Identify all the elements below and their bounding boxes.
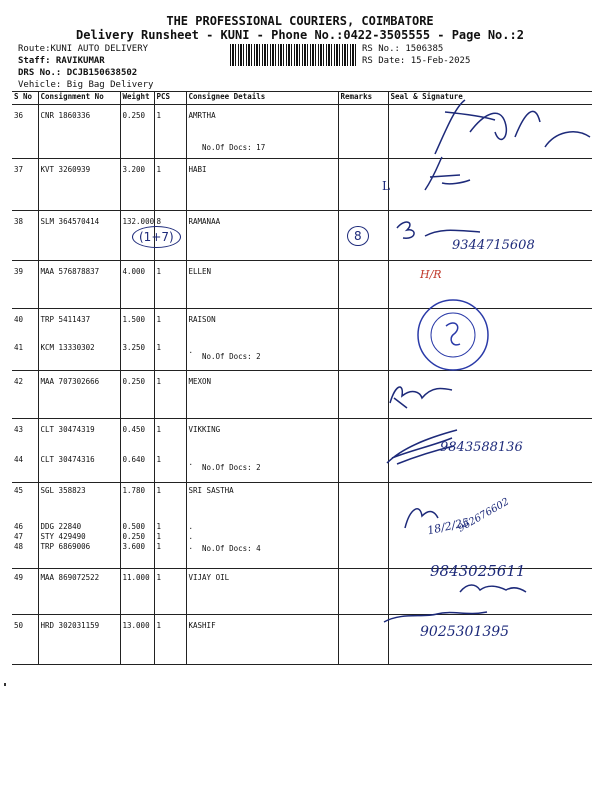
table-row: [12, 455, 592, 483]
cell-sno: 50: [12, 615, 38, 665]
cell-consignee: .: [186, 343, 338, 371]
cell-sno: 36: [12, 105, 38, 159]
cell-remarks: [338, 309, 388, 343]
cell-pcs: 1: [154, 542, 186, 569]
cell-remarks: [338, 522, 388, 532]
cell-consignment: STY 429490: [38, 532, 120, 542]
cell-pcs: 1: [154, 532, 186, 542]
pcs-handwritten-note: (1+7): [132, 226, 181, 248]
cell-consignment: TRP 5411437: [38, 309, 120, 343]
cell-sno: 44: [12, 455, 38, 483]
date-handwritten-45: 18/2/25: [426, 515, 471, 538]
cell-weight: 1.780: [120, 483, 154, 522]
signature-42: [382, 378, 472, 410]
cell-consignment: MAA 869072522: [38, 569, 120, 615]
cell-pcs: 1: [154, 569, 186, 615]
company-title: THE PROFESSIONAL COURIERS, COIMBATORE: [166, 14, 434, 28]
cell-consignment: SLM 364570414: [38, 211, 120, 261]
cell-consignee: ELLEN: [186, 261, 338, 309]
cell-weight: 4.000: [120, 261, 154, 309]
staff-line: Staff: RAVIKUMAR: [18, 56, 105, 66]
cell-sno: 43: [12, 419, 38, 455]
cell-pcs: 1: [154, 343, 186, 371]
phone-handwritten-50: 9025301395: [420, 624, 510, 640]
cell-consignee: AMRTHA: [186, 105, 338, 159]
cell-weight: 0.450: [120, 419, 154, 455]
table-row: [12, 522, 592, 532]
rs-number: RS No.: 1506385: [362, 44, 444, 54]
route-line: [18, 44, 148, 54]
cell-consignment: DDG 22840: [38, 522, 120, 532]
phone-handwritten-44: 9843588136: [440, 440, 523, 455]
cell-pcs: 1: [154, 522, 186, 532]
cell-consignment: MAA 707302666: [38, 371, 120, 419]
cell-consignee: VIJAY OIL: [186, 569, 338, 615]
cell-consignee: RAISON: [186, 309, 338, 343]
cell-pcs: 1: [154, 261, 186, 309]
cell-weight: 0.250: [120, 532, 154, 542]
cell-pcs: 1: [154, 105, 186, 159]
cell-pcs: 8: [154, 211, 186, 261]
rs-date: RS Date: 15-Feb-2025: [362, 56, 471, 66]
cell-remarks: [338, 419, 388, 455]
cell-consignee: VIKKING: [186, 419, 338, 455]
phone-handwritten-45: 962676602: [456, 496, 512, 535]
col-sno: S No: [12, 92, 38, 105]
cell-pcs: 1: [154, 615, 186, 665]
cell-consignee: .: [186, 455, 338, 483]
cell-weight: 11.000: [120, 569, 154, 615]
table-row: [12, 343, 592, 371]
route-value: KUNI AUTO DELIVERY: [50, 44, 149, 54]
cell-remarks: [338, 371, 388, 419]
cell-remarks: [338, 261, 388, 309]
cell-consignee: SRI SASTHA: [186, 483, 338, 522]
cell-weight: 3.200: [120, 159, 154, 211]
cell-remarks: [338, 105, 388, 159]
cell-remarks: [338, 483, 388, 522]
cell-consignee: KASHIF: [186, 615, 338, 665]
cell-pcs: 1: [154, 419, 186, 455]
company-seal-stamp: [416, 298, 490, 372]
cell-consignment: CLT 30474319: [38, 419, 120, 455]
cell-pcs: 1: [154, 455, 186, 483]
phone-handwritten-49: 9843025611: [430, 562, 526, 580]
cell-pcs: 1: [154, 371, 186, 419]
col-signature: Seal & Signature: [388, 92, 592, 105]
col-weight: Weight: [120, 92, 154, 105]
cell-sno: 45: [12, 483, 38, 522]
cell-remarks: [338, 615, 388, 665]
col-pcs: PCS: [154, 92, 186, 105]
cell-sno: 42: [12, 371, 38, 419]
cell-sno: 49: [12, 569, 38, 615]
remark-38-handwritten: 8: [347, 226, 369, 246]
phone-handwritten-38: 9344715608: [452, 238, 535, 253]
cell-consignee: .: [186, 542, 338, 569]
signature-37-mark: L: [382, 179, 390, 193]
cell-signature: [388, 532, 592, 542]
cell-consignment: HRD 302031159: [38, 615, 120, 665]
cell-weight: 13.000: [120, 615, 154, 665]
cell-weight: 0.250: [120, 371, 154, 419]
runsheet-subtitle: Delivery Runsheet - KUNI - Phone No.:0422-3505555 - Page No.:2: [76, 28, 524, 42]
drs-number: DRS No.: DCJB150638502: [18, 68, 138, 78]
cell-remarks: [338, 532, 388, 542]
signature-39: H/R: [420, 268, 442, 281]
table-row: [12, 211, 592, 261]
col-remarks: Remarks: [338, 92, 388, 105]
docs-count-vikking: No.Of Docs: 2: [202, 463, 261, 472]
cell-sno: 47: [12, 532, 38, 542]
docs-count-raison: No.Of Docs: 2: [202, 352, 261, 361]
cell-remarks: [338, 343, 388, 371]
table-row: [12, 309, 592, 343]
cell-consignee: RAMANAA: [186, 211, 338, 261]
cell-consignment: CLT 30474316: [38, 455, 120, 483]
cell-consignment: SGL 358823: [38, 483, 120, 522]
cell-consignee: .: [186, 522, 338, 532]
signature-36: [405, 92, 595, 157]
cell-sno: 40: [12, 309, 38, 343]
cell-consignee: .: [186, 532, 338, 542]
cell-sno: 37: [12, 159, 38, 211]
cell-remarks: [338, 455, 388, 483]
vehicle-line: Vehicle: Big Bag Delivery: [18, 80, 154, 90]
signature-49: [458, 580, 528, 598]
cell-pcs: 1: [154, 483, 186, 522]
cell-weight: 0.250: [120, 105, 154, 159]
cell-weight: 132.000: [120, 211, 154, 261]
cell-consignment: CNR 1860336: [38, 105, 120, 159]
col-consignment: Consignment No: [38, 92, 120, 105]
cell-sno: 38: [12, 211, 38, 261]
cell-sno: 39: [12, 261, 38, 309]
cell-remarks: [338, 569, 388, 615]
docs-count-sastha: No.Of Docs: 4: [202, 544, 261, 553]
docs-count-amrtha: No.Of Docs: 17: [202, 143, 266, 152]
cell-sno: 41: [12, 343, 38, 371]
cell-sno: 48: [12, 542, 38, 569]
cell-consignment: KCM 13330302: [38, 343, 120, 371]
table-row: [12, 371, 592, 419]
cell-consignment: KVT 3260939: [38, 159, 120, 211]
cell-pcs: 1: [154, 309, 186, 343]
cell-consignment: TRP 6869006: [38, 542, 120, 569]
cell-consignee: MEXON: [186, 371, 338, 419]
cell-sno: 46: [12, 522, 38, 532]
cell-remarks: [338, 542, 388, 569]
cell-weight: 3.250: [120, 343, 154, 371]
cell-weight: 0.500: [120, 522, 154, 532]
cell-weight: 0.640: [120, 455, 154, 483]
table-row: [12, 159, 592, 211]
table-row: [12, 261, 592, 309]
cell-weight: 3.600: [120, 542, 154, 569]
signature-37: [380, 155, 490, 195]
barcode: [230, 44, 356, 66]
col-consignee: Consignee Details: [186, 92, 338, 105]
cell-consignment: MAA 576878837: [38, 261, 120, 309]
scan-mark: [4, 683, 6, 686]
cell-weight: 1.500: [120, 309, 154, 343]
table-row: [12, 532, 592, 542]
route-label: Route:: [18, 44, 51, 54]
cell-consignee: HABI: [186, 159, 338, 211]
cell-pcs: 1: [154, 159, 186, 211]
